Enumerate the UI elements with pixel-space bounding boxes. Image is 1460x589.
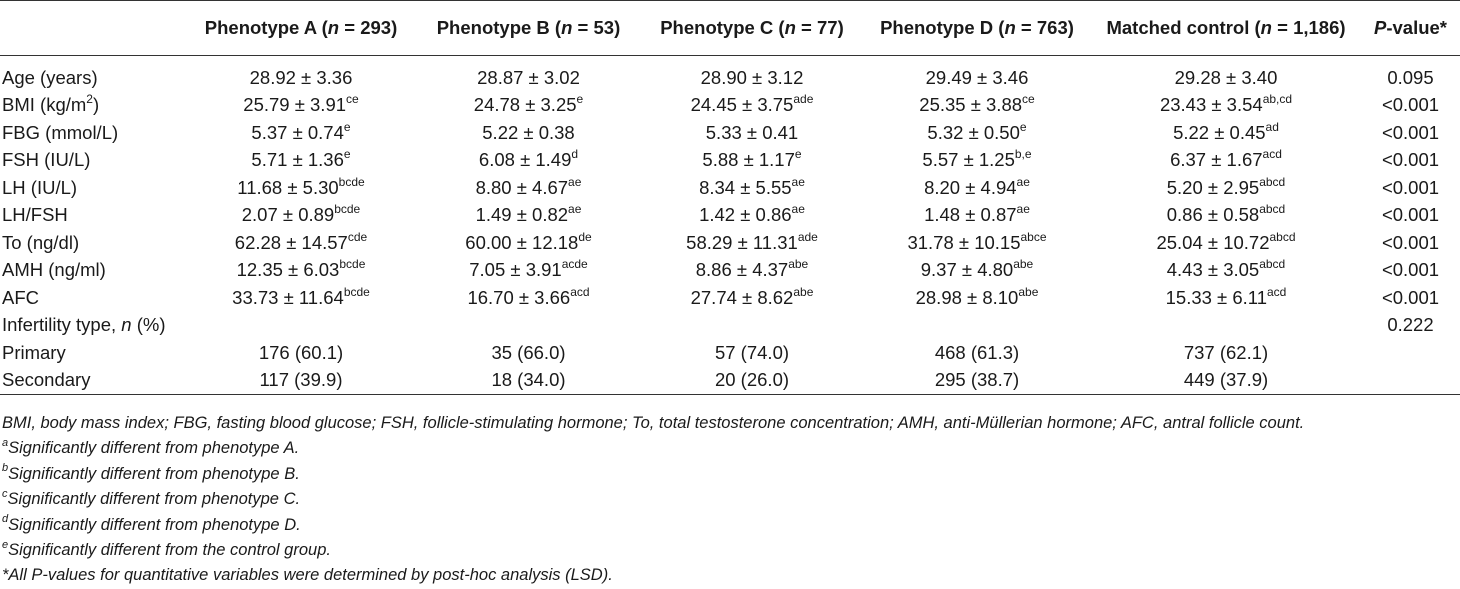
table-cell: 28.87 ± 3.02 xyxy=(477,66,580,88)
row-label: Infertility type, n (%) xyxy=(2,314,166,336)
footnote-d: $^d$Significantly different from phenotype D. xyxy=(2,513,301,534)
table-row xyxy=(0,119,1460,147)
table-cell: 5.71 ± 1.36$^e$ xyxy=(251,147,351,171)
row-label: FSH (IU/L) xyxy=(2,149,91,171)
significance-marks: cde xyxy=(347,229,368,244)
significance-marks: ae xyxy=(568,202,582,217)
table-cell: 5.22 ± 0.38 xyxy=(482,121,575,143)
table-cell: 29.28 ± 3.40 xyxy=(1174,66,1278,88)
significance-marks: bcde xyxy=(339,257,366,272)
p-value-cell xyxy=(1361,367,1460,395)
significance-marks: e xyxy=(576,92,584,107)
table-cell: $25.04 \pm 10.72^{abcd}$ xyxy=(1156,229,1296,253)
table-cell: 468 (61.3) xyxy=(934,341,1020,363)
table-cell: 9.37 ± 4.80$^{abe}$ xyxy=(920,257,1034,281)
p-value-cell: <0.001 xyxy=(1381,149,1440,171)
row-label: Primary xyxy=(2,341,66,363)
p-value-cell: <0.001 xyxy=(1381,204,1440,226)
header-phenotype-a: Phenotype A (n = 293) xyxy=(186,1,416,56)
table-cell: 5.32 ± 0.50$^e$ xyxy=(927,119,1027,143)
table-cell: 57 (74.0) xyxy=(714,341,790,363)
table-row xyxy=(0,174,1460,202)
significance-marks: de xyxy=(578,229,592,244)
row-label: Age (years) xyxy=(2,66,98,88)
table-row xyxy=(0,229,1460,257)
table-cell: 5.88 ± 1.17$^e$ xyxy=(702,147,802,171)
row-label: AFC xyxy=(2,286,39,308)
table-row xyxy=(0,202,1460,230)
table-cell: 60.00 ± 12.18de xyxy=(465,229,592,253)
significance-marks: ae xyxy=(791,174,805,189)
p-value-cell: <0.001 xyxy=(1381,231,1440,253)
table-cell: 20 (26.0) xyxy=(641,367,863,395)
table-row xyxy=(0,339,1460,367)
table-cell: 58.29 ± 11.31$^{ade}$ xyxy=(686,229,818,253)
significance-marks: abe xyxy=(793,284,814,299)
significance-marks: abcd xyxy=(1259,202,1286,217)
p-value-cell: <0.001 xyxy=(1381,259,1440,281)
table-cell: 5.33 ± 0.41 xyxy=(705,121,799,143)
table-row xyxy=(0,147,1460,175)
table-cell: 295 (38.7) xyxy=(863,367,1091,395)
table-cell: 15.33 ± 6.11$^{acd}$ xyxy=(1165,284,1287,308)
table-cell: 24.45 ± 3.75$^{ade}$ xyxy=(690,92,814,116)
significance-marks: abcd xyxy=(1269,229,1296,244)
table-cell: 8.80 ± 4.67$^{ae}$ xyxy=(475,174,582,198)
significance-marks: acd xyxy=(1262,147,1282,162)
table-row xyxy=(0,284,1460,312)
table-cell: 8.34 ± 5.55$^{ae}$ xyxy=(699,174,805,198)
table-cell: 1.42 ± 0.86$^{ae}$ xyxy=(699,202,805,226)
table-cell: 5.22 ± 0.45$^{ad}$ xyxy=(1173,119,1279,143)
significance-marks: abe xyxy=(788,257,809,272)
footnotes-list xyxy=(2,436,1458,563)
significance-marks: ae xyxy=(1016,202,1030,217)
significance-marks: ae xyxy=(791,202,805,217)
table-cell: $33.73 \pm 11.64^{bcde}$ xyxy=(232,284,370,308)
significance-marks: ade xyxy=(793,92,814,107)
table-row xyxy=(0,92,1460,120)
significance-marks: abe xyxy=(1018,284,1039,299)
significance-marks: acd xyxy=(570,284,590,299)
table-cell: $5.57 \pm 1.25^{b,e}$ xyxy=(922,147,1032,171)
table-cell: 8.86 ± 4.37$^{abe}$ xyxy=(695,257,809,281)
row-label: LH (IU/L) xyxy=(2,176,78,198)
header-phenotype-b: Phenotype B (n = 53) xyxy=(416,1,641,56)
significance-marks: acde xyxy=(561,257,588,272)
table-cell: 117 (39.9) xyxy=(186,367,416,395)
table-cell: 6.08 ± 1.49$^d$ xyxy=(478,147,579,171)
table-cell: 1.49 ± 0.82$^{ae}$ xyxy=(475,202,582,226)
header-row xyxy=(0,1,1460,56)
significance-marks: e xyxy=(343,119,351,134)
table-cell: 1.48 ± 0.87$^{ae}$ xyxy=(924,202,1030,226)
significance-marks: bcde xyxy=(338,174,365,189)
table-cell: $0.86 \pm 0.58^{abcd}$ xyxy=(1166,202,1286,226)
table-cell: $4.43 \pm 3.05^{abcd}$ xyxy=(1166,257,1286,281)
significance-marks: ad xyxy=(1265,119,1279,134)
row-label: Secondary xyxy=(0,367,186,395)
significance-marks: abce xyxy=(1020,229,1047,244)
row-label: FBG (mmol/L) xyxy=(2,121,119,143)
table-cell: 28.92 ± 3.36 xyxy=(249,66,353,88)
table-notes xyxy=(2,411,1458,589)
table-cell: 28.90 ± 3.12 xyxy=(700,66,804,88)
table-cell: 16.70 ± 3.66$^{acd}$ xyxy=(467,284,590,308)
table-cell xyxy=(416,312,641,340)
table-cell: $12.35 \pm 6.03^{bcde}$ xyxy=(236,257,366,281)
asterisk-note: *All P-values for quantitative variables were determined by post-hoc analysis (LSD). xyxy=(2,566,613,585)
table-cell: 5.37 ± 0.74$^e$ xyxy=(251,119,351,143)
table-row xyxy=(0,367,1460,395)
significance-marks: ae xyxy=(1016,174,1030,189)
table-cell: 62.28 ± 14.57$^{cde}$ xyxy=(234,229,368,253)
table-cell: 18 (34.0) xyxy=(416,367,641,395)
table-cell: $31.78 \pm 10.15^{abce}$ xyxy=(907,229,1047,253)
table-cell: $23.43 \pm 3.54^{ab,cd}$ xyxy=(1159,92,1293,116)
table-cell: 27.74 ± 8.62$^{abe}$ xyxy=(690,284,814,308)
p-value-cell: 0.222 xyxy=(1387,314,1434,336)
table-cell: $7.05 \pm 3.91^{acde}$ xyxy=(469,257,588,281)
table-cell: 176 (60.1) xyxy=(258,341,344,363)
p-value-cell: <0.001 xyxy=(1381,94,1440,116)
significance-marks: bcde xyxy=(343,284,370,299)
table-row xyxy=(0,64,1460,92)
table-cell: 35 (66.0) xyxy=(491,341,566,363)
significance-marks: e xyxy=(1019,119,1027,134)
header-phenotype-d: Phenotype D (n = 763) xyxy=(863,1,1091,56)
significance-marks: e xyxy=(343,147,351,162)
table-row xyxy=(0,257,1460,285)
table-cell: 25.35 ± 3.88$^{ce}$ xyxy=(919,92,1035,116)
significance-marks: b,e xyxy=(1014,147,1032,162)
table-cell: 8.20 ± 4.94$^{ae}$ xyxy=(924,174,1030,198)
table-cell: 29.49 ± 3.46 xyxy=(925,66,1029,88)
significance-marks: ade xyxy=(797,229,818,244)
significance-marks: abe xyxy=(1013,257,1034,272)
table-cell: 737 (62.1) xyxy=(1183,341,1269,363)
significance-marks: ce xyxy=(1022,92,1035,107)
table-cell xyxy=(641,312,863,340)
row-label: BMI $(kg/m^2)$ xyxy=(2,92,100,116)
table-cell xyxy=(186,312,416,340)
row-label: To (ng/dl) xyxy=(2,231,80,253)
row-label: AMH (ng/ml) xyxy=(2,259,106,281)
header-matched-control: Matched control (n = 1,186) xyxy=(1091,1,1361,56)
row-label: LH/FSH xyxy=(2,204,68,226)
p-value-cell xyxy=(1361,339,1460,367)
p-value-cell: 0.095 xyxy=(1387,66,1434,88)
footnote-c: $^c$Significantly different from phenotype C. xyxy=(2,487,301,509)
significance-marks: bcde xyxy=(334,202,361,217)
spacer-row xyxy=(0,56,1460,65)
table-cell: 6.37 ± 1.67$^{acd}$ xyxy=(1170,147,1282,171)
table-cell: 25.79 ± 3.91$^{ce}$ xyxy=(243,92,359,116)
significance-marks: ae xyxy=(568,174,582,189)
p-value-cell: <0.001 xyxy=(1381,286,1440,308)
significance-marks: d xyxy=(571,147,579,162)
significance-marks: abcd xyxy=(1259,257,1286,272)
footnote-e: $^e$Significantly different from the control group. xyxy=(2,538,331,560)
significance-marks: abcd xyxy=(1259,174,1286,189)
table-cell: 24.78 ± 3.25$^e$ xyxy=(473,92,584,116)
significance-marks: ce xyxy=(346,92,359,107)
table-cell: 28.98 ± 8.10$^{abe}$ xyxy=(915,284,1039,308)
p-value-cell: <0.001 xyxy=(1381,121,1440,143)
footnote-a: $^a$Significantly different from phenotype A. xyxy=(2,436,300,458)
table-cell: 449 (37.9) xyxy=(1091,367,1361,395)
table-cell xyxy=(863,312,1091,340)
table-cell: $11.68 \pm 5.30^{bcde}$ xyxy=(237,174,365,198)
table-cell: $2.07 \pm 0.89^{bcde}$ xyxy=(241,202,361,226)
table-cell xyxy=(1091,312,1361,340)
p-value-cell: <0.001 xyxy=(1381,176,1440,198)
table-cell: $5.20 \pm 2.95^{abcd}$ xyxy=(1166,174,1286,198)
significance-marks: acd xyxy=(1267,284,1287,299)
significance-marks: ab,cd xyxy=(1262,92,1293,107)
footnote-b: $^b$Significantly different from phenotype B. xyxy=(2,462,300,483)
abbreviations-note: BMI, body mass index; FBG, fasting blood glucose; FSH, follicle-stimulating hormone; To, total testosterone concentration; AMH, anti-Müllerian hormone; AFC, antral follicle count. xyxy=(2,414,1305,432)
header-phenotype-c: Phenotype C (n = 77) xyxy=(641,1,863,56)
header-label-col xyxy=(0,1,186,56)
significance-marks: e xyxy=(794,147,802,162)
header-p-value: P-value* xyxy=(1361,1,1460,56)
table-row xyxy=(0,312,1460,340)
